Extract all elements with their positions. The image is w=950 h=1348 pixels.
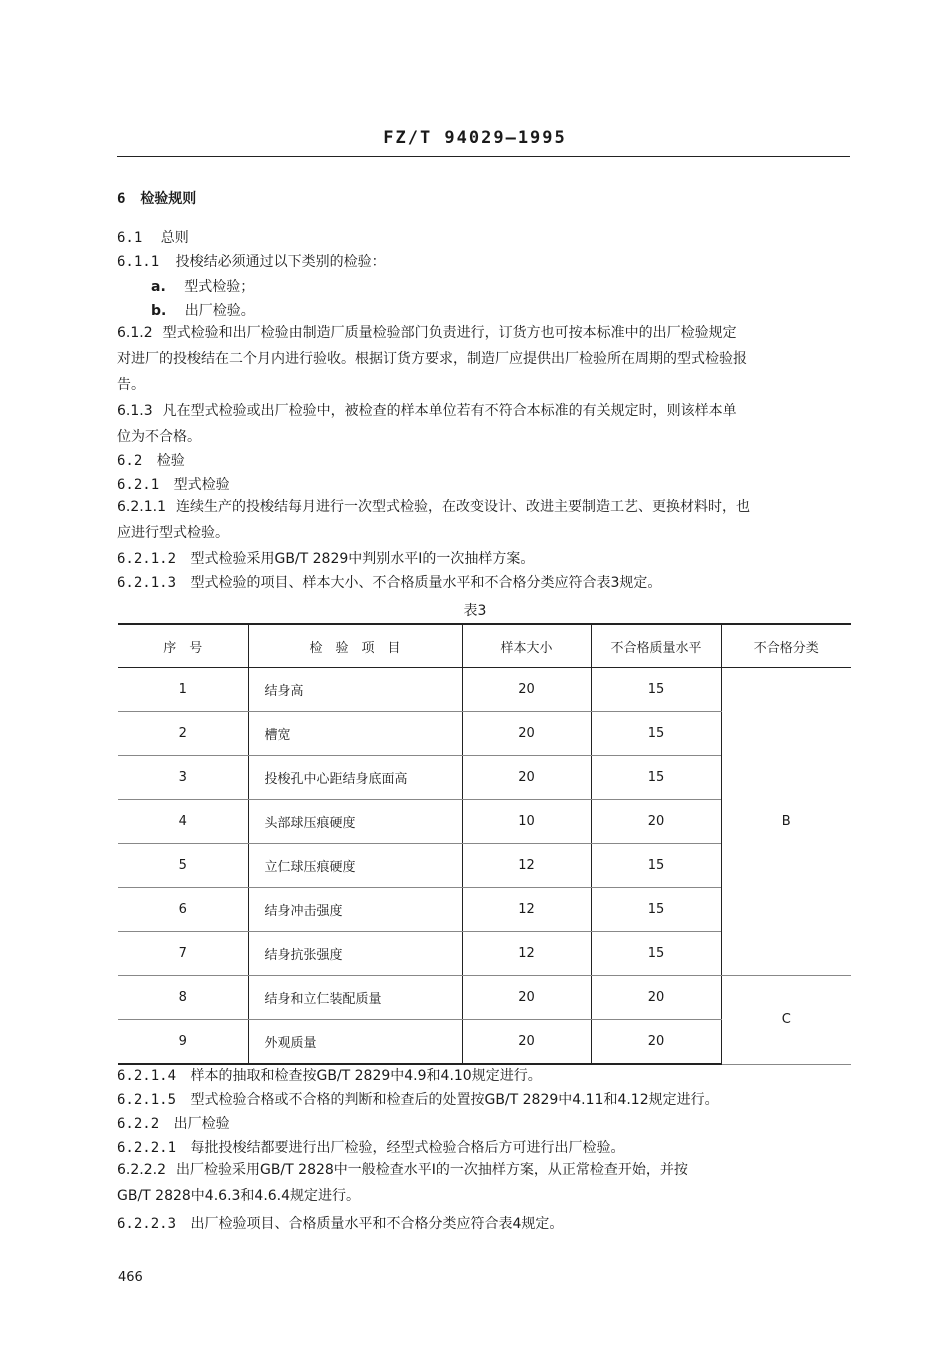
row-sample: 20 (462, 976, 591, 1020)
row-no: 2 (118, 712, 248, 756)
row-item: 结身高 (248, 668, 462, 712)
clause-number: 6.1.1 (117, 254, 160, 270)
clause-line-2: 对进厂的投梭结在二个月内进行验收。根据订货方要求，制造厂应提供出厂检验所在周期的型式检验报 (117, 351, 747, 367)
clause-number: 6.2.2.3 (117, 1216, 177, 1232)
clause-6-2-1-4 (117, 1067, 542, 1085)
section-number: 6 (117, 191, 126, 207)
table-3 (118, 623, 851, 1065)
row-sample: 20 (462, 668, 591, 712)
list-text: 型式检验； (184, 279, 255, 295)
clause-line-2: 位为不合格。 (117, 429, 201, 445)
clause-6-2 (117, 452, 185, 470)
header-sample-size: 样本大小 (462, 624, 591, 668)
clause-line-1: 出厂检验采用GB/T 2828中一般检查水平Ⅰ的一次抽样方案，从正常检查开始，并按 (175, 1162, 688, 1178)
list-item-a (151, 278, 254, 296)
clause-line-1: 连续生产的投梭结每月进行一次型式检验，在改变设计、改进主要制造工艺、更换材料时，也 (175, 499, 750, 515)
clause-line-2: 应进行型式检验。 (117, 525, 229, 541)
clause-number: 6.2.2.1 (117, 1140, 177, 1156)
clause-6-2-1-1 (117, 494, 850, 546)
row-no: 3 (118, 756, 248, 800)
class-c-cell: C (721, 976, 851, 1065)
row-item: 立仁球压痕硬度 (248, 844, 462, 888)
clause-6-2-2-3 (117, 1215, 563, 1233)
row-sample: 12 (462, 932, 591, 976)
clause-title: 检验 (156, 453, 185, 469)
row-no: 8 (118, 976, 248, 1020)
section-title: 检验规则 (140, 191, 197, 207)
row-rql: 15 (591, 844, 721, 888)
clause-line-1: 型式检验和出厂检验由制造厂质量检验部门负责进行，订货方也可按本标准中的出厂检验规定 (162, 325, 737, 341)
row-item: 结身和立仁装配质量 (248, 976, 462, 1020)
clause-text: 型式检验采用GB/T 2829中判别水平Ⅰ的一次抽样方案。 (190, 551, 535, 567)
header-rql: 不合格质量水平 (591, 624, 721, 668)
row-no: 4 (118, 800, 248, 844)
section-6-heading (117, 190, 196, 208)
table-row (118, 976, 851, 1020)
list-text: 出厂检验。 (184, 303, 255, 319)
table-header-row (118, 624, 851, 668)
row-sample: 12 (462, 888, 591, 932)
clause-title: 型式检验 (173, 477, 230, 493)
clause-6-1-1 (117, 253, 386, 271)
clause-number: 6.2 (117, 453, 143, 469)
clause-text: 出厂检验项目、合格质量水平和不合格分类应符合表4规定。 (190, 1216, 564, 1232)
row-rql: 15 (591, 712, 721, 756)
clause-6-2-1-3 (117, 574, 661, 592)
clause-6-2-2 (117, 1115, 230, 1133)
clause-title: 总则 (160, 230, 189, 246)
clause-6-2-2-1 (117, 1139, 624, 1157)
clause-number: 6.1.2 (117, 325, 153, 341)
clause-number: 6.2.1.2 (117, 551, 177, 567)
clause-text: 型式检验合格或不合格的判断和检查后的处置按GB/T 2829中4.11和4.12规定进行。 (190, 1092, 719, 1108)
row-rql: 15 (591, 756, 721, 800)
header-rule (117, 156, 850, 157)
standard-code-header: FZ/T 94029—1995 (383, 128, 567, 148)
row-sample: 12 (462, 844, 591, 888)
clause-text: 样本的抽取和检查按GB/T 2829中4.9和4.10规定进行。 (190, 1068, 542, 1084)
clause-number: 6.2.1 (117, 477, 160, 493)
list-label: a. (151, 279, 166, 295)
clause-6-2-1-2 (117, 550, 534, 568)
header-no: 序 号 (118, 624, 248, 668)
clause-number: 6.2.2 (117, 1116, 160, 1132)
row-sample: 20 (462, 1020, 591, 1065)
clause-number: 6.2.1.1 (117, 499, 166, 515)
clause-number: 6.2.1.3 (117, 575, 177, 591)
row-rql: 20 (591, 800, 721, 844)
clause-6-2-1 (117, 476, 230, 494)
clause-number: 6.1.3 (117, 403, 153, 419)
row-item: 结身冲击强度 (248, 888, 462, 932)
clause-number: 6.2.1.5 (117, 1092, 177, 1108)
table-row (118, 668, 851, 712)
clause-6-2-1-5 (117, 1091, 719, 1109)
row-no: 9 (118, 1020, 248, 1065)
clause-line-2: GB/T 2828中4.6.3和4.6.4规定进行。 (117, 1188, 361, 1204)
clause-6-1 (117, 229, 189, 247)
row-item: 外观质量 (248, 1020, 462, 1065)
row-sample: 20 (462, 712, 591, 756)
clause-text: 每批投梭结都要进行出厂检验，经型式检验合格后方可进行出厂检验。 (190, 1140, 625, 1156)
class-b-cell: B (721, 668, 851, 976)
clause-number: 6.1 (117, 230, 143, 246)
table-3-caption: 表3 (463, 603, 487, 619)
clause-line-1: 凡在型式检验或出厂检验中，被检查的样本单位若有不符合本标准的有关规定时，则该样本单 (162, 403, 737, 419)
list-item-b (151, 302, 255, 320)
header-item: 检 验 项 目 (248, 624, 462, 668)
row-item: 头部球压痕硬度 (248, 800, 462, 844)
clause-line-3: 告。 (117, 377, 145, 393)
clause-text: 型式检验的项目、样本大小、不合格质量水平和不合格分类应符合表3规定。 (190, 575, 662, 591)
clause-number: 6.2.1.4 (117, 1068, 177, 1084)
row-rql: 15 (591, 668, 721, 712)
clause-6-1-2 (117, 320, 850, 398)
page-number: 466 (118, 1270, 143, 1285)
header-class: 不合格分类 (721, 624, 851, 668)
row-sample: 10 (462, 800, 591, 844)
clause-number: 6.2.2.2 (117, 1162, 166, 1178)
row-no: 6 (118, 888, 248, 932)
row-sample: 20 (462, 756, 591, 800)
row-rql: 15 (591, 932, 721, 976)
row-rql: 15 (591, 888, 721, 932)
row-item: 投梭孔中心距结身底面高 (248, 756, 462, 800)
clause-6-1-3 (117, 398, 850, 450)
clause-6-2-2-2 (117, 1157, 850, 1209)
row-no: 5 (118, 844, 248, 888)
row-no: 7 (118, 932, 248, 976)
list-label: b. (151, 303, 167, 319)
row-rql: 20 (591, 976, 721, 1020)
row-no: 1 (118, 668, 248, 712)
clause-title: 出厂检验 (173, 1116, 230, 1132)
row-item: 槽宽 (248, 712, 462, 756)
row-rql: 20 (591, 1020, 721, 1065)
clause-text: 投梭结必须通过以下类别的检验： (175, 254, 386, 270)
row-item: 结身抗张强度 (248, 932, 462, 976)
